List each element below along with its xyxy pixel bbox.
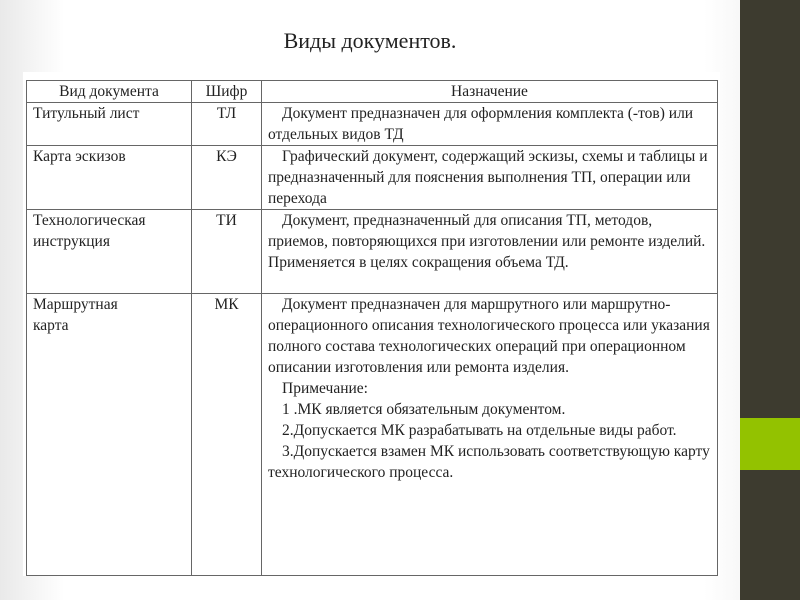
cell-purpose (262, 294, 718, 576)
note-label: Примечание: (282, 380, 368, 397)
accent-band (740, 418, 800, 470)
table-row (27, 294, 718, 576)
purpose-text: Документ, предназначенный для описания ТП, методов, приемов, повторяющихся при изготовлении или ремонте изделий. Применяется в целях сокращения объема ТД. (268, 212, 706, 271)
header-type: Вид документа (27, 81, 192, 103)
cell-code: МК (192, 294, 262, 576)
header-purpose: Назначение (262, 81, 718, 103)
cell-purpose (262, 146, 718, 210)
note-item: 1 .МК является обязательным документом. (282, 401, 566, 418)
document-types-table (26, 80, 718, 576)
cell-type: Маршрутная карта (27, 294, 192, 576)
sidebar-band (740, 0, 800, 600)
cell-type: Титульный лист (27, 103, 192, 146)
table-row (27, 210, 718, 294)
header-code: Шифр (192, 81, 262, 103)
cell-purpose (262, 103, 718, 146)
table-header-row (27, 81, 718, 103)
cell-code: КЭ (192, 146, 262, 210)
cell-purpose (262, 210, 718, 294)
cell-type: Карта эскизов (27, 146, 192, 210)
purpose-text: Документ предназначен для маршрутного или маршрутно-операционного описания технологического процесса или указания полного состава технологических операций при операционном описании изготовления или ремонта изделия. (268, 296, 710, 376)
table-row (27, 103, 718, 146)
note-item: 3.Допускается взамен МК использовать соответствующую карту технологического процесса. (268, 443, 710, 481)
purpose-text: Графический документ, содержащий эскизы, схемы и таблицы и предназначенный для пояснения выполнения ТП, операции или перехода (268, 148, 708, 207)
cell-code: ТЛ (192, 103, 262, 146)
table-row (27, 146, 718, 210)
purpose-text: Документ предназначен для оформления комплекта (-тов) или отдельных видов ТД (268, 105, 694, 143)
slide-title: Виды документов. (283, 28, 457, 53)
note-item: 2.Допускается МК разрабатывать на отдельные виды работ. (282, 422, 677, 439)
cell-type: Технологическая инструкция (27, 210, 192, 294)
table-image (23, 72, 720, 576)
cell-code: ТИ (192, 210, 262, 294)
